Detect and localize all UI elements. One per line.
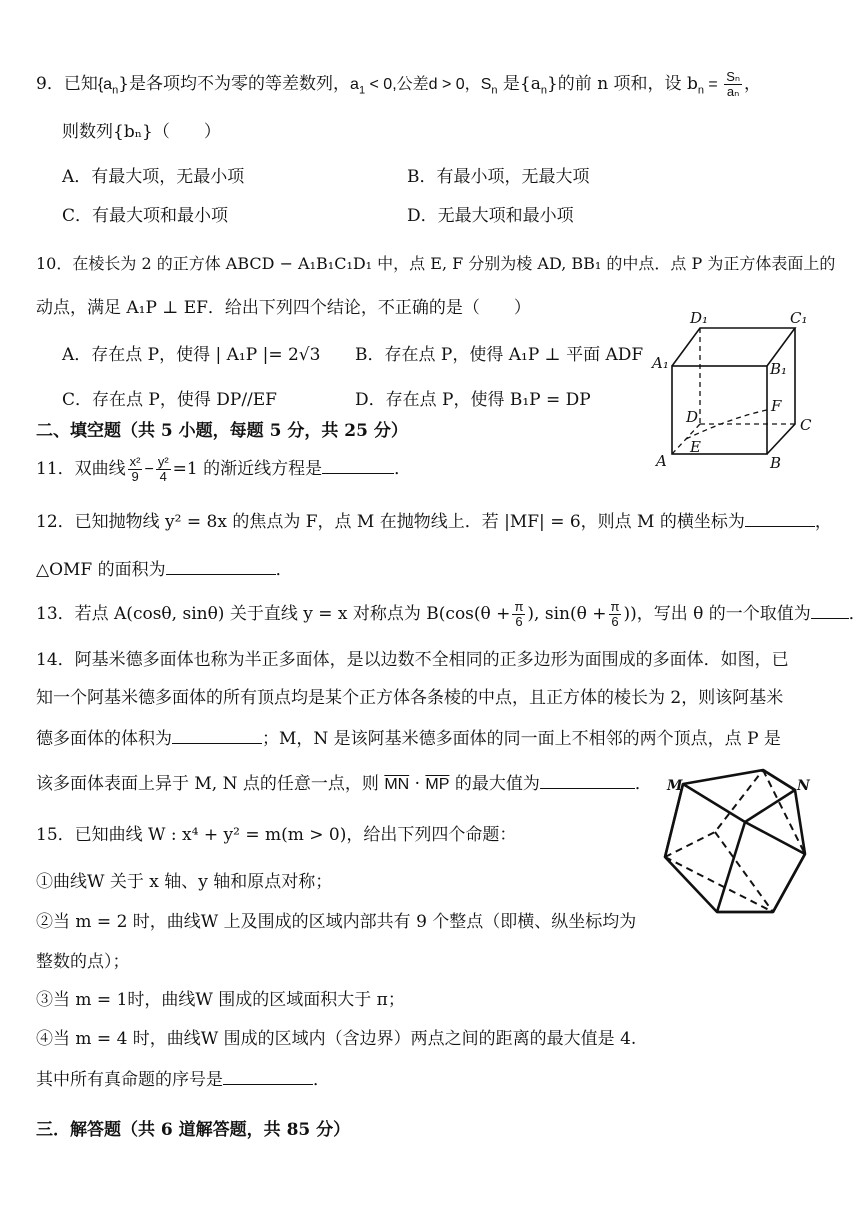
q9-a1: a <box>350 76 359 93</box>
q15-proposition-2b: 整数的点）； <box>36 952 130 972</box>
q14-text3a: 德多面体的体积为 <box>36 729 172 749</box>
label-d1: D₁ <box>690 309 709 327</box>
poly-edge-top <box>683 784 795 822</box>
q9-line1 <box>36 70 761 102</box>
q13-frac1-den: 6 <box>515 614 523 629</box>
q9-seq: {a <box>97 76 113 93</box>
q15-proposition-2: ②当 m = 2 时，曲线W 上及围成的区域内部共有 9 个整点（即横、纵坐标均为 <box>36 912 637 932</box>
q10-option-a: A．存在点 P，使得 | A₁P |= 2√3 <box>62 345 321 365</box>
q13-end: ． <box>848 604 866 624</box>
q13-frac2-den: 6 <box>611 614 619 629</box>
q13-frac1-num: π <box>514 599 524 614</box>
q11-text-a: 11．双曲线 <box>36 459 126 479</box>
q9-text-a: 9．已知 <box>36 74 98 94</box>
q9-option-d: D．无最大项和最小项 <box>407 206 574 226</box>
q9-frac-den: aₙ <box>726 84 740 99</box>
q10-option-b: B．存在点 P，使得 A₁P ⊥ 平面 ADF <box>355 345 644 365</box>
label-b1: B₁ <box>770 360 788 378</box>
poly-hidden-2 <box>715 832 773 912</box>
q15-ask-text: 其中所有真命题的序号是 <box>36 1070 223 1090</box>
q9-fraction <box>724 70 742 99</box>
label-n: N <box>797 778 810 794</box>
q9-sub1: 1 <box>358 84 366 97</box>
q13-text-a: 13．若点 A(cosθ, sinθ) 关于直线 y = x 对称点为 B(cos(θ + <box>36 604 511 624</box>
q14-vector-mp: $\overline{MP}$ <box>425 776 450 793</box>
q10-line2: 动点，满足 A₁P ⊥ EF．给出下列四个结论，不正确的是（ ） <box>36 298 531 318</box>
q11-frac2-num: y² <box>157 454 169 469</box>
q15-proposition-1: ①曲线W 关于 x 轴、y 轴和原点对称； <box>36 872 333 892</box>
label-d: D <box>686 408 699 426</box>
q9-subn3: n <box>697 84 704 97</box>
q14-vector-mn: $\overline{MN}$ <box>384 776 410 793</box>
q13-frac2-num: π <box>610 599 620 614</box>
q11-minus: − <box>144 461 154 478</box>
q11-frac2 <box>156 455 171 484</box>
q14-answer-blank-1[interactable] <box>172 725 262 744</box>
q13-frac2 <box>609 600 622 629</box>
q9-option-c: C．有最大项和最小项 <box>62 206 229 226</box>
q14-answer-blank-2[interactable] <box>540 770 635 789</box>
q9-eq: = <box>703 76 723 93</box>
q12-end2: ． <box>275 560 293 580</box>
q12-text1: 12．已知抛物线 y² = 8x 的焦点为 F，点 M 在抛物线上．若 |MF| = 6，则点 M 的横坐标为 <box>36 512 745 532</box>
q11-frac1 <box>128 455 143 484</box>
q12-answer-blank-1[interactable] <box>745 508 815 527</box>
label-m: M <box>667 778 683 794</box>
q11-line <box>36 455 411 484</box>
q14-text4a: 该多面体表面上异于 M, N 点的任意一点，则 <box>36 774 385 794</box>
q9-text-d: }是各项均不为零的等差数列， <box>118 74 351 94</box>
label-c1: C₁ <box>790 309 808 327</box>
q12-answer-blank-2[interactable] <box>166 556 276 575</box>
q15-ask <box>36 1066 330 1092</box>
q11-frac2-den: 4 <box>159 469 167 484</box>
q11-answer-blank[interactable] <box>322 455 394 474</box>
label-a: A <box>656 452 667 470</box>
poly-edge-left <box>665 784 683 857</box>
q14-text3b: ；M，N 是该阿基米德多面体的同一面上不相邻的两个顶点，点 P 是 <box>262 729 781 749</box>
q13-text-c: ))，写出 θ 的一个取值为 <box>623 604 811 624</box>
label-e: E <box>690 438 701 456</box>
q10-option-c: C．存在点 P，使得 DP//EF <box>62 390 277 410</box>
label-a1: A₁ <box>652 354 669 372</box>
q15-proposition-4: ④当 m = 4 时，曲线W 围成的区域内（含边界）两点之间的距离的最大值是 4. <box>36 1029 637 1049</box>
q15-answer-blank[interactable] <box>223 1066 313 1085</box>
q9-text-j: 是{a <box>497 74 541 94</box>
q9-option-a: A．有最大项，无最小项 <box>62 167 245 187</box>
q13-line <box>36 600 866 629</box>
q9-option-b: B．有最小项，无最大项 <box>407 167 590 187</box>
section-2-heading: 二、填空题（共 5 小题，每题 5 分，共 25 分） <box>36 421 408 441</box>
q9-subn: n <box>491 84 498 97</box>
q9-text-l: }的前 n 项和，设 b <box>546 74 698 94</box>
q12-text2: △OMF 的面积为 <box>36 560 166 580</box>
q14-end: ． <box>634 774 652 794</box>
poly-edge-br <box>773 854 805 912</box>
q10-line1: 10．在棱长为 2 的正方体 ABCD − A₁B₁C₁D₁ 中，点 E, F 分别为棱 AD, BB₁ 的中点．点 P 为正方体表面上的 <box>36 254 836 273</box>
label-f: F <box>771 397 782 415</box>
q14-line4 <box>36 770 652 797</box>
q9-end: ， <box>744 74 762 94</box>
q9-S: S <box>480 76 492 93</box>
q11-frac1-den: 9 <box>131 469 139 484</box>
q13-answer-blank[interactable] <box>811 600 849 619</box>
q9-line2: 则数列{bₙ}（ ） <box>62 122 221 142</box>
q14-dot: · <box>409 774 426 794</box>
q11-frac1-num: x² <box>129 454 141 469</box>
q12-line1 <box>36 508 832 534</box>
q15-proposition-3: ③当 m = 1时，曲线W 围成的区域面积大于 π； <box>36 990 405 1010</box>
poly-edge-bottom <box>717 822 745 912</box>
q10-option-d: D．存在点 P，使得 B₁P = DP <box>355 390 591 410</box>
q9-sub: n <box>112 84 119 97</box>
q11-end: ． <box>394 459 412 479</box>
label-c: C <box>800 416 812 434</box>
q12-end1: ， <box>814 512 832 532</box>
label-b: B <box>770 454 782 472</box>
q12-line2 <box>36 556 293 582</box>
q13-frac1 <box>512 600 525 629</box>
q15-ask-end: ． <box>313 1070 330 1090</box>
cube-figure <box>650 308 830 473</box>
q14-line1: 14．阿基米德多面体也称为半正多面体，是以边数不全相同的正多边形为面围成的多面体．如图，已 <box>36 650 789 670</box>
poly-edge-topright <box>763 770 795 790</box>
section-3-heading: 三．解答题（共 6 道解答题，共 85 分） <box>36 1120 351 1140</box>
q14-line2: 知一个阿基米德多面体的所有顶点均是某个正方体各条棱的中点，且正方体的棱长为 2，则该阿基米 <box>36 688 784 708</box>
q13-text-b: ), sin(θ + <box>527 604 607 624</box>
q11-text-b: =1 的渐近线方程是 <box>172 459 323 479</box>
q14-text4b: 的最大值为 <box>449 774 540 794</box>
q9-subn2: n <box>540 84 547 97</box>
q9-frac-num: Sₙ <box>726 69 741 84</box>
cuboctahedron-figure <box>655 762 830 922</box>
q14-line3 <box>36 725 781 751</box>
q9-cond: < 0,公差d > 0， <box>365 76 481 93</box>
q15-line1: 15．已知曲线 W : x⁴ + y² = m(m > 0)，给出下列四个命题： <box>36 825 517 845</box>
